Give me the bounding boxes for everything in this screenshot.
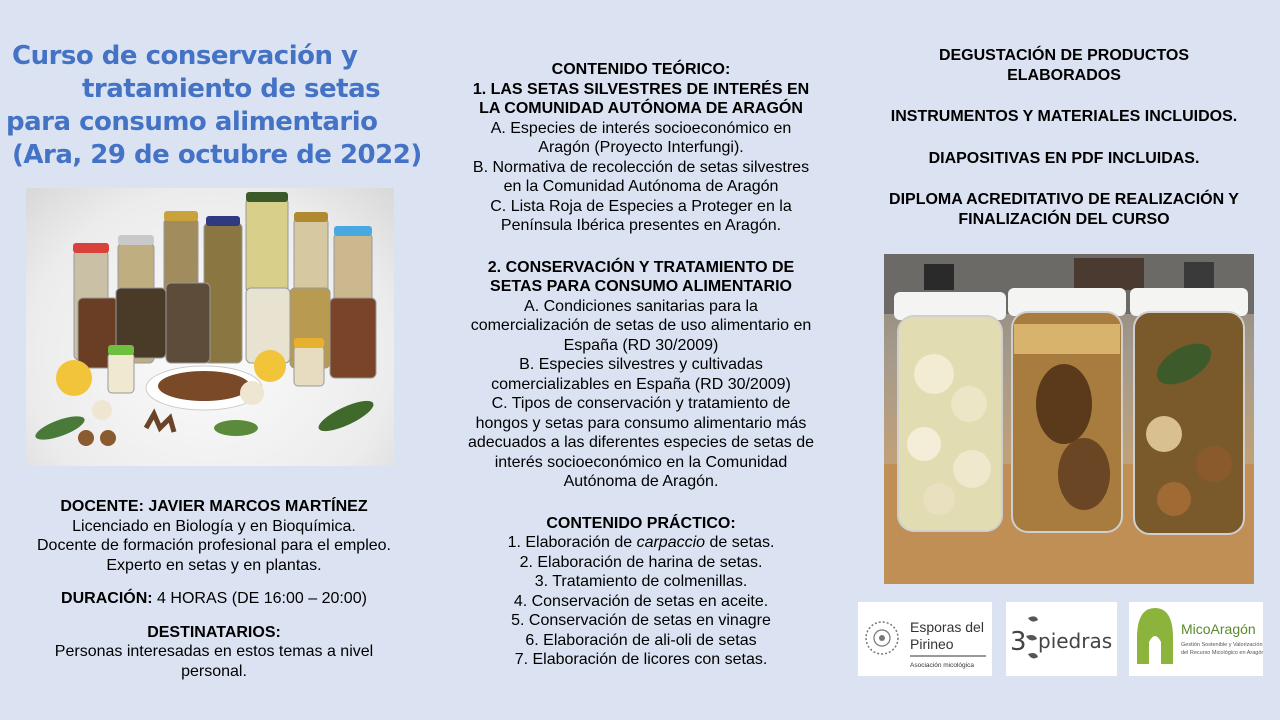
practico-item: 3. Tratamiento de colmenillas. <box>534 573 748 590</box>
mico-name: MicoAragón <box>1181 621 1256 637</box>
section2-item: Autónoma de Aragón. <box>563 473 719 490</box>
section1-item: Península Ibérica presentes en Aragón. <box>500 217 782 234</box>
preserves-illustration <box>884 254 1254 584</box>
mushroom-jars-photo <box>26 188 394 466</box>
practico-item: 6. Elaboración de ali-oli de setas <box>525 631 757 649</box>
destinatarios-line: Personas interesadas en estos temas a nivel <box>54 643 374 660</box>
title-line: para consumo alimentario <box>6 107 378 137</box>
section2-item: España (RD 30/2009) <box>563 336 719 354</box>
piedras-number: 3 <box>1010 627 1027 657</box>
section2-item: C. Tipos de conservación y tratamiento de <box>491 395 791 412</box>
extra-line: DEGUSTACIÓN DE PRODUCTOS <box>938 47 1190 64</box>
docente-heading: DOCENTE: JAVIER MARCOS MARTÍNEZ <box>60 498 368 515</box>
teorico-heading: CONTENIDO TEÓRICO: <box>551 61 731 78</box>
section1-item: B. Normativa de recolección de setas silvestres <box>472 158 810 176</box>
mico-sub1: Gestión Sostenible y Valorización <box>1181 642 1263 648</box>
section1-item: C. Lista Roja de Especies a Proteger en la <box>490 197 792 215</box>
section2-title: SETAS PARA CONSUMO ALIMENTARIO <box>490 278 792 295</box>
piedras-word: piedras <box>1038 629 1113 653</box>
practico-heading: CONTENIDO PRÁCTICO: <box>546 514 736 532</box>
section2-item: B. Especies silvestres y cultivadas <box>519 356 763 373</box>
title-line: Curso de conservación y <box>12 41 358 71</box>
practico-item1-em: carpaccio <box>636 534 706 551</box>
practico-item <box>432 533 850 553</box>
extra-line: DIAPOSITIVAS EN PDF INCLUIDAS. <box>928 149 1200 167</box>
duracion-line <box>0 589 428 609</box>
section2-item: A. Condiciones sanitarias para la <box>524 297 758 315</box>
piedras-logo-graphic <box>1006 602 1117 676</box>
section2-item: hongos y setas para consumo alimentario más <box>475 414 807 432</box>
mico-sub2: del Recurso Micológico en Aragón <box>1181 650 1263 656</box>
section2-title: 2. CONSERVACIÓN Y TRATAMIENTO DE <box>487 258 795 276</box>
duracion-value: 4 HORAS (DE 16:00 – 20:00) <box>157 590 367 607</box>
extra-line: ELABORADOS <box>1007 66 1121 84</box>
section2-item: comercialización de setas de uso alimentario en <box>470 317 812 334</box>
practico-item: 7. Elaboración de licores con setas. <box>514 651 768 668</box>
docente-line: Docente de formación profesional para el empleo. <box>37 537 391 554</box>
contenido-column <box>432 60 850 670</box>
3-piedras-logo <box>1006 602 1117 676</box>
practico-item: 4. Conservación de setas en aceite. <box>513 592 769 610</box>
section1-item: A. Especies de interés socioeconómico en <box>490 119 792 137</box>
duracion-label: DURACIÓN: <box>61 590 153 607</box>
destinatarios-heading: DESTINATARIOS: <box>147 623 281 641</box>
extra-line: FINALIZACIÓN DEL CURSO <box>958 210 1170 228</box>
jars-illustration <box>26 188 394 466</box>
mico-logo-graphic <box>1129 602 1263 676</box>
esporas-logo-graphic <box>858 602 992 676</box>
esporas-line2: Pirineo <box>910 636 954 652</box>
esporas-del-pirineo-logo <box>858 602 992 676</box>
section2-item: adecuados a las diferentes especies de setas de <box>467 434 814 451</box>
section1-title: 1. LAS SETAS SILVESTRES DE INTERÉS EN <box>472 80 810 98</box>
section2-item: comercializables en España (RD 30/2009) <box>491 375 791 393</box>
section1-item: en la Comunidad Autónoma de Aragón <box>503 178 779 195</box>
extras-section <box>852 46 1276 229</box>
esporas-sub: Asociación micológica <box>910 662 974 669</box>
section1-item: Aragón (Proyecto Interfungi). <box>538 139 744 156</box>
practico-item: 5. Conservación de setas en vinagre <box>511 612 771 629</box>
extra-line: INSTRUMENTOS Y MATERIALES INCLUIDOS. <box>890 108 1238 125</box>
section2-item: interés socioeconómico en la Comunidad <box>494 453 788 471</box>
destinatarios-line: personal. <box>181 662 247 680</box>
docente-section <box>0 497 428 681</box>
extra-line: DIPLOMA ACREDITATIVO DE REALIZACIÓN Y <box>889 191 1239 208</box>
docente-line: Licenciado en Biología y en Bioquímica. <box>72 517 356 535</box>
title-line: tratamiento de setas <box>82 74 381 104</box>
title-line: (Ara, 29 de octubre de 2022) <box>12 140 422 170</box>
micoaragon-logo <box>1129 602 1263 676</box>
practico-item1-post: de setas. <box>705 534 775 551</box>
preserved-mushrooms-photo <box>884 254 1254 584</box>
practico-item1-pre: 1. Elaboración de <box>507 534 637 551</box>
esporas-line1: Esporas del <box>910 619 984 635</box>
section1-title: LA COMUNIDAD AUTÓNOMA DE ARAGÓN <box>479 100 803 117</box>
course-title <box>6 40 422 172</box>
practico-item: 2. Elaboración de harina de setas. <box>519 553 763 571</box>
docente-line: Experto en setas y en plantas. <box>106 556 322 574</box>
